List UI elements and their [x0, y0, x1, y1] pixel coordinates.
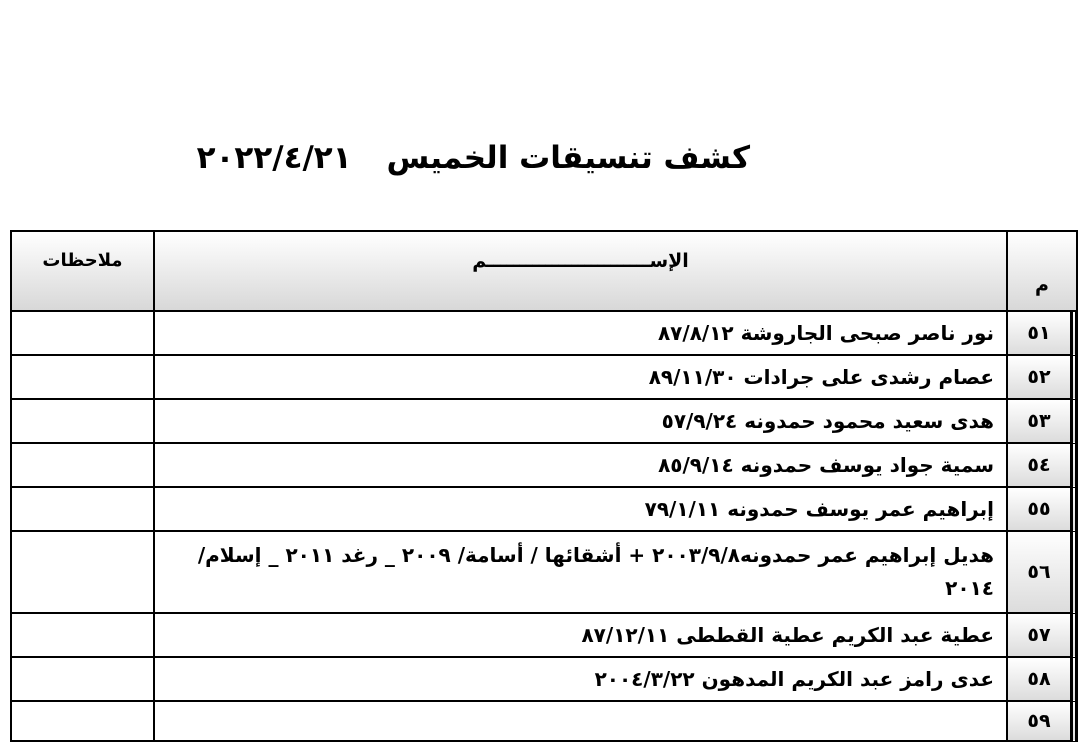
cell-name: عصام رشدى على جرادات ٨٩/١١/٣٠ — [155, 356, 1008, 400]
cell-num: ٥٥ — [1008, 488, 1078, 532]
cell-num: ٥٤ — [1008, 444, 1078, 488]
table-row — [10, 312, 1078, 356]
cell-notes — [10, 400, 155, 444]
cell-name: عدى رامز عبد الكريم المدهون ٢٠٠٤/٣/٢٢ — [155, 658, 1008, 702]
cell-num: ٥٣ — [1008, 400, 1078, 444]
cell-notes — [10, 532, 155, 614]
cell-num: ٥٦ — [1008, 532, 1078, 614]
cell-num: ٥٧ — [1008, 614, 1078, 658]
page-title — [190, 140, 750, 176]
cell-name: هدى سعيد محمود حمدونه ٥٧/٩/٢٤ — [155, 400, 1008, 444]
cell-name — [155, 702, 1008, 742]
table-row — [10, 658, 1078, 702]
cell-name: سمية جواد يوسف حمدونه ٨٥/٩/١٤ — [155, 444, 1008, 488]
cell-num: ٥١ — [1008, 312, 1078, 356]
table-row — [10, 532, 1078, 614]
cell-notes — [10, 488, 155, 532]
header-num: م — [1008, 230, 1078, 312]
cell-num: ٥٢ — [1008, 356, 1078, 400]
cell-notes — [10, 702, 155, 742]
table-row — [10, 614, 1078, 658]
table-row — [10, 444, 1078, 488]
coordination-table — [10, 230, 1078, 742]
cell-notes — [10, 356, 155, 400]
table-row — [10, 400, 1078, 444]
cell-notes — [10, 658, 155, 702]
title-text: كشف تنسيقات الخميس — [386, 140, 750, 176]
cell-notes — [10, 312, 155, 356]
table-row — [10, 702, 1078, 742]
cell-name: نور ناصر صبحى الجاروشة ٨٧/٨/١٢ — [155, 312, 1008, 356]
cell-name: إبراهيم عمر يوسف حمدونه ٧٩/١/١١ — [155, 488, 1008, 532]
table-row — [10, 356, 1078, 400]
table-header-row — [10, 230, 1078, 312]
header-name: الإســـــــــــــــــــــــــم — [155, 230, 1008, 312]
cell-notes — [10, 614, 155, 658]
cell-name: عطية عبد الكريم عطية القططى ٨٧/١٢/١١ — [155, 614, 1008, 658]
cell-name: هديل إبراهيم عمر حمدونه٢٠٠٣/٩/٨ + أشقائها / أسامة/ ٢٠٠٩ _ رغد ٢٠١١ _ إسلام/ ٢٠١٤ — [155, 532, 1008, 614]
cell-notes — [10, 444, 155, 488]
header-notes: ملاحظات — [10, 230, 155, 312]
title-date: ٢٠٢٢/٤/٢١ — [196, 140, 352, 176]
table-row — [10, 488, 1078, 532]
cell-num: ٥٨ — [1008, 658, 1078, 702]
cell-num: ٥٩ — [1008, 702, 1078, 742]
